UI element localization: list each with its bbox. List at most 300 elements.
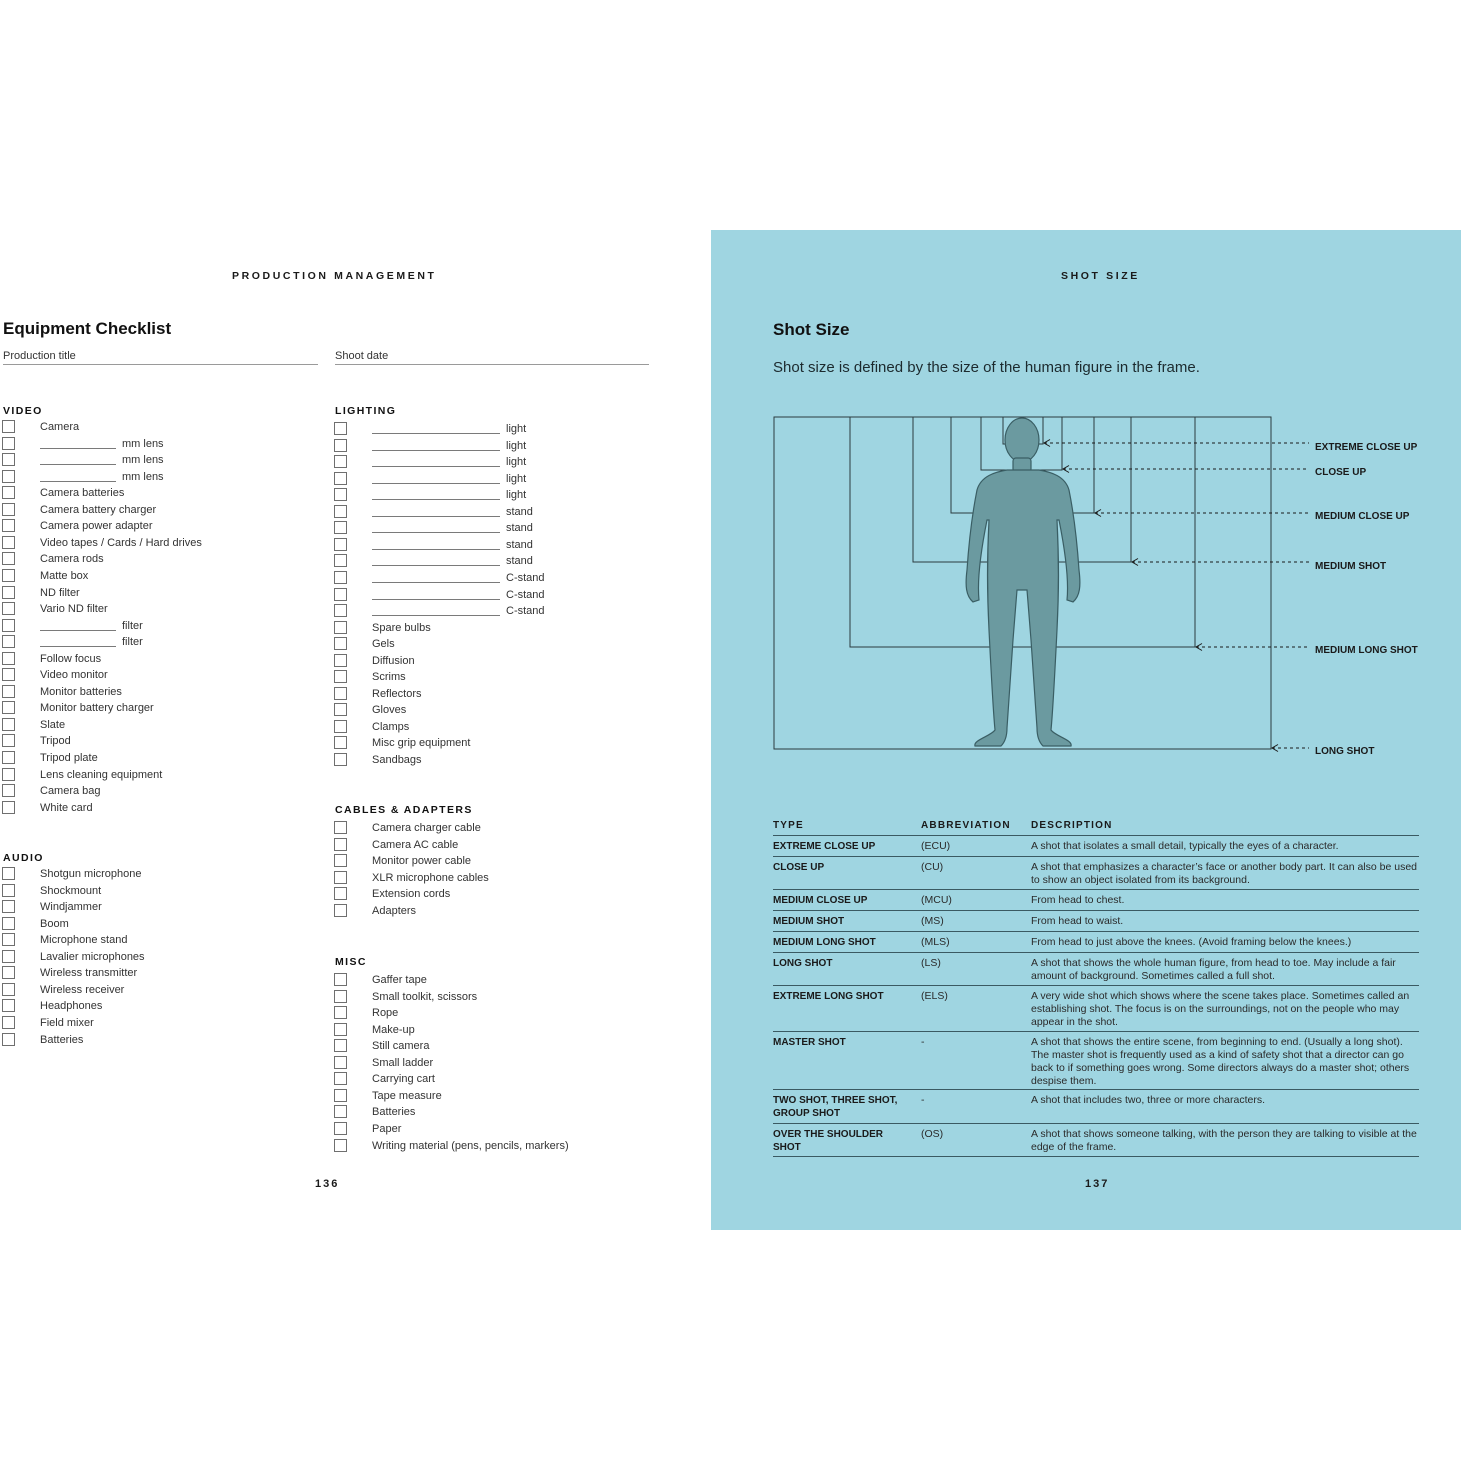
description-cell: From head to chest. (1031, 894, 1125, 906)
checklist-item-label: Gloves (372, 704, 407, 717)
shot-type-cell: MASTER SHOT (773, 1037, 846, 1048)
checklist-item (334, 1072, 644, 1089)
checkbox[interactable] (2, 437, 15, 450)
checklist-item-label: White card (40, 801, 93, 814)
page-number: 136 (315, 1178, 340, 1190)
checklist-item (2, 552, 312, 569)
checklist-item-label: ND filter (40, 586, 80, 599)
table-row (773, 910, 1419, 931)
checkbox[interactable] (2, 586, 15, 599)
shot-type-cell: EXTREME LONG SHOT (773, 991, 884, 1002)
checkbox[interactable] (334, 472, 347, 485)
checklist-item-label: Small toolkit, scissors (372, 990, 478, 1003)
checklist-item-label: Headphones (40, 1000, 103, 1013)
write-in-field[interactable] (372, 599, 500, 600)
checklist-item-label: Carrying cart (372, 1073, 435, 1086)
checklist-item (334, 488, 644, 505)
shot-type-cell: LONG SHOT (773, 958, 833, 969)
abbreviation-cell: (CU) (921, 861, 944, 873)
page-title: Shot Size (773, 320, 850, 339)
checkbox[interactable] (334, 1072, 347, 1085)
checkbox[interactable] (2, 801, 15, 814)
checklist-item (334, 538, 644, 555)
checklist-item-label: Wireless receiver (40, 983, 125, 996)
checklist-item-label: Camera charger cable (372, 822, 481, 834)
abbreviation-cell: (MLS) (921, 936, 950, 948)
checkbox[interactable] (2, 569, 15, 582)
human-figure-icon (966, 418, 1080, 746)
checklist-item (334, 854, 644, 871)
checklist-item-label: Follow focus (40, 652, 102, 665)
checklist-item (2, 718, 312, 735)
table-header-description: DESCRIPTION (1031, 820, 1113, 831)
checkbox[interactable] (334, 439, 347, 452)
checklist-item-label: Monitor power cable (372, 855, 472, 868)
shot-type-cell: TWO SHOT, THREE SHOT, GROUP SHOT (773, 1095, 898, 1119)
checkbox[interactable] (334, 838, 347, 851)
checklist-item-label: Camera (40, 421, 80, 433)
checklist-item-label: Tripod plate (40, 752, 98, 764)
table-bottom-rule (773, 1156, 1419, 1157)
checklist-item (2, 917, 312, 934)
shot-type-cell: MEDIUM SHOT (773, 916, 845, 927)
checkbox[interactable] (334, 973, 347, 986)
checklist-item-label: filter (122, 636, 143, 649)
checkbox[interactable] (2, 635, 15, 648)
checkbox[interactable] (334, 505, 347, 518)
write-in-field[interactable] (372, 615, 500, 616)
checklist-item (334, 720, 644, 737)
checklist-item-label: stand (506, 505, 533, 518)
write-in-field[interactable] (372, 466, 500, 467)
shot-size-diagram (711, 230, 1461, 790)
checkbox[interactable] (334, 1006, 347, 1019)
checklist-item (2, 999, 312, 1016)
write-in-field[interactable] (372, 450, 500, 451)
checklist-item (2, 784, 312, 801)
checkbox[interactable] (334, 554, 347, 567)
checkbox[interactable] (334, 1039, 347, 1052)
checkbox[interactable] (2, 701, 15, 714)
checklist-item (334, 703, 644, 720)
checkbox[interactable] (334, 1023, 347, 1036)
page-number: 137 (1085, 1178, 1110, 1190)
checklist-item (2, 950, 312, 967)
write-in-field[interactable] (40, 646, 116, 647)
checklist-item (334, 1056, 644, 1073)
misc-section-title: MISC (335, 956, 367, 968)
description-cell: A shot that isolates a small detail, typically the eyes of a character. (1031, 840, 1339, 852)
checklist-item-label: Camera battery charger (40, 503, 157, 516)
checklist-item-label: light (506, 472, 527, 485)
checklist-item (334, 621, 644, 638)
checklist-item-label: Wireless transmitter (40, 967, 138, 980)
checklist-item (334, 1023, 644, 1040)
checklist-item-label: filter (122, 619, 143, 632)
checklist-item-label: Microphone stand (40, 934, 128, 947)
checkbox[interactable] (334, 521, 347, 534)
checklist-item (334, 505, 644, 522)
label-medium-long-shot: MEDIUM LONG SHOT (1315, 645, 1418, 656)
checklist-item-label: Adapters (372, 904, 417, 917)
checkbox[interactable] (2, 917, 15, 930)
table-row (773, 1123, 1419, 1157)
checklist-item (2, 602, 312, 619)
cables-section-title: CABLES & ADAPTERS (335, 804, 473, 816)
write-in-field[interactable] (40, 448, 116, 449)
checklist-item (334, 904, 644, 921)
checklist-item (2, 453, 312, 470)
label-extreme-close-up: EXTREME CLOSE UP (1315, 442, 1418, 453)
checklist-item-label: Paper (372, 1122, 402, 1135)
checklist-item (334, 1139, 644, 1156)
checklist-item-label: Gaffer tape (372, 974, 427, 986)
label-medium-shot: MEDIUM SHOT (1315, 561, 1387, 572)
description-cell: A shot that shows the entire scene, from beginning to end. (Usually a long shot). The master shot is frequently used as a kind of safety shot that a director can go back to if something goes wrong. Some directors always do a master shot; others despise them. (1031, 1036, 1410, 1087)
label-close-up: CLOSE UP (1315, 467, 1367, 478)
checkbox[interactable] (334, 604, 347, 617)
checklist-item (334, 472, 644, 489)
checkbox[interactable] (2, 619, 15, 632)
checklist-item-label: Camera power adapter (40, 520, 153, 533)
checkbox[interactable] (334, 571, 347, 584)
checklist-item (334, 838, 644, 855)
checklist-item-label: stand (506, 538, 533, 551)
checklist-item-label: Still camera (372, 1040, 430, 1053)
checkbox[interactable] (2, 751, 15, 764)
checkbox[interactable] (2, 1033, 15, 1046)
checklist-item (334, 990, 644, 1007)
checkbox[interactable] (334, 455, 347, 468)
checklist-item (2, 619, 312, 636)
abbreviation-cell: (MS) (921, 915, 944, 927)
abbreviation-cell: - (921, 1036, 925, 1048)
checkbox[interactable] (2, 900, 15, 913)
video-section-title: VIDEO (3, 405, 43, 417)
shoot-date-label: Shoot date (335, 350, 389, 362)
checkbox[interactable] (2, 668, 15, 681)
checklist-item (334, 654, 644, 671)
checkbox[interactable] (2, 734, 15, 747)
checklist-item (2, 734, 312, 751)
shot-type-cell: MEDIUM LONG SHOT (773, 937, 876, 948)
table-row (773, 1089, 1419, 1123)
running-head: PRODUCTION MANAGEMENT (232, 270, 437, 282)
checkbox[interactable] (334, 488, 347, 501)
checklist-item (2, 437, 312, 454)
checkbox[interactable] (334, 588, 347, 601)
checkbox[interactable] (2, 966, 15, 979)
write-in-field[interactable] (372, 549, 500, 550)
checklist-item (2, 635, 312, 652)
checklist-item-label: mm lens (122, 437, 164, 450)
checkbox[interactable] (334, 854, 347, 867)
checklist-item (334, 887, 644, 904)
checklist-item-label: mm lens (122, 454, 164, 467)
checklist-item-label: Camera bag (40, 785, 101, 798)
checklist-item-label: Video monitor (40, 669, 108, 682)
checkbox[interactable] (334, 1105, 347, 1118)
checkbox[interactable] (334, 637, 347, 650)
checklist-item-label: light (506, 489, 527, 502)
shot-type-cell: OVER THE SHOULDER SHOT (773, 1129, 884, 1153)
checkbox[interactable] (2, 486, 15, 499)
checkbox[interactable] (334, 753, 347, 766)
write-in-field[interactable] (372, 532, 500, 533)
running-head: SHOT SIZE (1061, 270, 1140, 282)
checkbox[interactable] (334, 1122, 347, 1135)
checklist-item (334, 753, 644, 770)
checkbox[interactable] (334, 654, 347, 667)
description-cell: A very wide shot which shows where the scene takes place. Sometimes called an establishing shot. The focus is on the surroundings, not on the people who may appear in the shot. (1031, 990, 1410, 1028)
table-row (773, 1031, 1419, 1089)
checkbox[interactable] (2, 768, 15, 781)
checkbox[interactable] (2, 470, 15, 483)
write-in-field[interactable] (372, 565, 500, 566)
checklist-item-label: Gels (372, 638, 395, 651)
checklist-item (334, 554, 644, 571)
checkbox[interactable] (2, 503, 15, 516)
checklist-item-label: Extension cords (372, 888, 451, 901)
checkbox[interactable] (334, 1089, 347, 1102)
checkbox[interactable] (334, 422, 347, 435)
checkbox[interactable] (2, 453, 15, 466)
checklist-item (2, 701, 312, 718)
shoot-date-field[interactable] (335, 364, 649, 365)
table-row (773, 952, 1419, 985)
checklist-item (2, 470, 312, 487)
write-in-field[interactable] (40, 464, 116, 465)
description-cell: A shot that shows the whole human figure, from head to toe. May include a fair amount of background. Sometimes called a full shot. (1031, 957, 1396, 982)
checklist-item (2, 668, 312, 685)
write-in-field[interactable] (372, 433, 500, 434)
checklist-item (334, 521, 644, 538)
table-row (773, 835, 1419, 856)
checklist-item-label: Tripod (40, 735, 71, 748)
checkbox[interactable] (2, 602, 15, 615)
checkbox[interactable] (2, 652, 15, 665)
checklist-item-label: C-stand (506, 571, 545, 584)
checklist-item-label: Scrims (372, 671, 406, 684)
checklist-item-label: Camera AC cable (372, 838, 459, 851)
table-header-abbreviation: ABBREVIATION (921, 820, 1011, 831)
checklist-item-label: Batteries (40, 1033, 84, 1046)
checklist-item (334, 1039, 644, 1056)
checklist-item (2, 586, 312, 603)
checkbox[interactable] (334, 687, 347, 700)
abbreviation-cell: - (921, 1094, 925, 1106)
description-cell: A shot that emphasizes a character’s face or another body part. It can also be used to show an object isolated from its background. (1031, 861, 1418, 886)
checklist-item-label: light (506, 423, 527, 435)
production-title-label: Production title (3, 350, 76, 362)
checklist-item (2, 768, 312, 785)
checkbox[interactable] (334, 871, 347, 884)
checklist-item-label: Batteries (372, 1106, 416, 1119)
checklist-item-label: Slate (40, 718, 66, 731)
checklist-item (2, 685, 312, 702)
checklist-item (2, 900, 312, 917)
checkbox[interactable] (2, 950, 15, 963)
checklist-item-label: Sandbags (372, 754, 422, 766)
checkbox[interactable] (2, 420, 15, 433)
checkbox[interactable] (2, 884, 15, 897)
abbreviation-cell: (ELS) (921, 990, 948, 1002)
checklist-item (334, 670, 644, 687)
page-subtitle: Shot size is defined by the size of the human figure in the frame. (773, 359, 1200, 376)
checklist-item (334, 1089, 644, 1106)
checkbox[interactable] (2, 983, 15, 996)
checklist-item (2, 1033, 312, 1050)
table-header-type: TYPE (773, 820, 804, 831)
checklist-item (2, 966, 312, 983)
write-in-field[interactable] (372, 516, 500, 517)
checkbox[interactable] (2, 1016, 15, 1029)
checklist-item-label: stand (506, 555, 533, 568)
checkbox[interactable] (334, 990, 347, 1003)
checklist-item (334, 1105, 644, 1122)
checklist-item (334, 604, 644, 621)
checkbox[interactable] (334, 1139, 347, 1152)
checklist-item (2, 486, 312, 503)
shot-type-cell: MEDIUM CLOSE UP (773, 895, 868, 906)
checkbox[interactable] (334, 538, 347, 551)
checkbox[interactable] (2, 536, 15, 549)
checklist-item-label: Vario ND filter (40, 603, 108, 616)
left-page (0, 0, 711, 1461)
checklist-item-label: light (506, 456, 527, 469)
checklist-item (2, 1016, 312, 1033)
checklist-item-label: Small ladder (372, 1056, 434, 1069)
checkbox[interactable] (334, 821, 347, 834)
lighting-section-title: LIGHTING (335, 405, 397, 417)
checkbox[interactable] (2, 685, 15, 698)
table-row (773, 931, 1419, 952)
checklist-item (334, 588, 644, 605)
checklist-item (2, 569, 312, 586)
checklist-item (2, 536, 312, 553)
table-row (773, 985, 1419, 1031)
checklist-item-label: Reflectors (372, 687, 422, 700)
checklist-item-label: Field mixer (40, 1016, 94, 1029)
label-medium-close-up: MEDIUM CLOSE UP (1315, 511, 1410, 522)
checklist-item (334, 455, 644, 472)
checklist-item-label: Writing material (pens, pencils, markers) (372, 1139, 569, 1152)
checkbox[interactable] (2, 867, 15, 880)
checkbox[interactable] (2, 999, 15, 1012)
checklist-item (334, 736, 644, 753)
abbreviation-cell: (MCU) (921, 894, 952, 906)
checklist-item (334, 973, 644, 990)
checklist-item-label: mm lens (122, 470, 164, 483)
checkbox[interactable] (2, 933, 15, 946)
checklist-item (2, 519, 312, 536)
production-title-field[interactable] (3, 364, 318, 365)
checklist-item (2, 652, 312, 669)
checklist-item (2, 503, 312, 520)
table-row (773, 889, 1419, 910)
checkbox[interactable] (334, 720, 347, 733)
checklist-item-label: light (506, 439, 527, 452)
checklist-item-label: Shotgun microphone (40, 868, 142, 880)
checkbox[interactable] (2, 718, 15, 731)
checkbox[interactable] (334, 1056, 347, 1069)
description-cell: A shot that includes two, three or more characters. (1031, 1094, 1266, 1106)
checklist-item-label: Make-up (372, 1023, 415, 1036)
checkbox[interactable] (334, 904, 347, 917)
checklist-item (2, 933, 312, 950)
abbreviation-cell: (OS) (921, 1128, 944, 1140)
checklist-item (2, 983, 312, 1000)
checklist-item-label: Monitor battery charger (40, 702, 154, 715)
checklist-item-label: Shockmount (40, 884, 102, 897)
checkbox[interactable] (2, 552, 15, 565)
checkbox[interactable] (2, 784, 15, 797)
checklist-item-label: Matte box (40, 569, 89, 582)
abbreviation-cell: (LS) (921, 957, 941, 969)
shot-type-cell: EXTREME CLOSE UP (773, 841, 876, 852)
page-title: Equipment Checklist (3, 319, 172, 338)
checklist-item (334, 439, 644, 456)
checklist-item-label: Misc grip equipment (372, 737, 471, 750)
checklist-item-label: Tape measure (372, 1089, 442, 1102)
checklist-item (2, 801, 312, 818)
right-page (711, 230, 1461, 1230)
write-in-field[interactable] (372, 582, 500, 583)
checklist-item (2, 884, 312, 901)
table-row (773, 856, 1419, 889)
checkbox[interactable] (334, 887, 347, 900)
checklist-item-label: Windjammer (40, 901, 102, 914)
shot-type-cell: CLOSE UP (773, 862, 825, 873)
write-in-field[interactable] (372, 483, 500, 484)
checklist-item (334, 871, 644, 888)
checklist-item-label: Lens cleaning equipment (40, 768, 163, 781)
description-cell: From head to waist. (1031, 915, 1124, 927)
audio-section-title: AUDIO (3, 852, 44, 864)
abbreviation-cell: (ECU) (921, 840, 951, 852)
write-in-field[interactable] (372, 499, 500, 500)
checklist-item-label: stand (506, 522, 533, 535)
description-cell: A shot that shows someone talking, with the person they are talking to visible at the edge of the frame. (1031, 1128, 1417, 1153)
checklist-item-label: Lavalier microphones (40, 950, 145, 963)
label-long-shot: LONG SHOT (1315, 746, 1375, 757)
description-cell: From head to just above the knees. (Avoid framing below the knees.) (1031, 936, 1352, 948)
checkbox[interactable] (2, 519, 15, 532)
checklist-item-label: Camera rods (40, 553, 104, 566)
checklist-item-label: Spare bulbs (372, 621, 431, 634)
checklist-item (2, 420, 312, 437)
checklist-item (334, 687, 644, 704)
checkbox[interactable] (334, 621, 347, 634)
checklist-item-label: Camera batteries (40, 487, 125, 500)
write-in-field[interactable] (40, 481, 116, 482)
checklist-item (334, 1122, 644, 1139)
checklist-item (334, 571, 644, 588)
checklist-item-label: Diffusion (372, 654, 415, 667)
checklist-item-label: Boom (40, 917, 69, 930)
checkbox[interactable] (334, 736, 347, 749)
checklist-item-label: Rope (372, 1007, 399, 1020)
checklist-item-label: XLR microphone cables (372, 871, 489, 884)
checklist-item (2, 867, 312, 884)
checklist-item-label: Clamps (372, 720, 410, 733)
checklist-item (334, 821, 644, 838)
checkbox[interactable] (334, 670, 347, 683)
checklist-item (334, 637, 644, 654)
write-in-field[interactable] (40, 630, 116, 631)
checkbox[interactable] (334, 703, 347, 716)
checklist-item (334, 422, 644, 439)
